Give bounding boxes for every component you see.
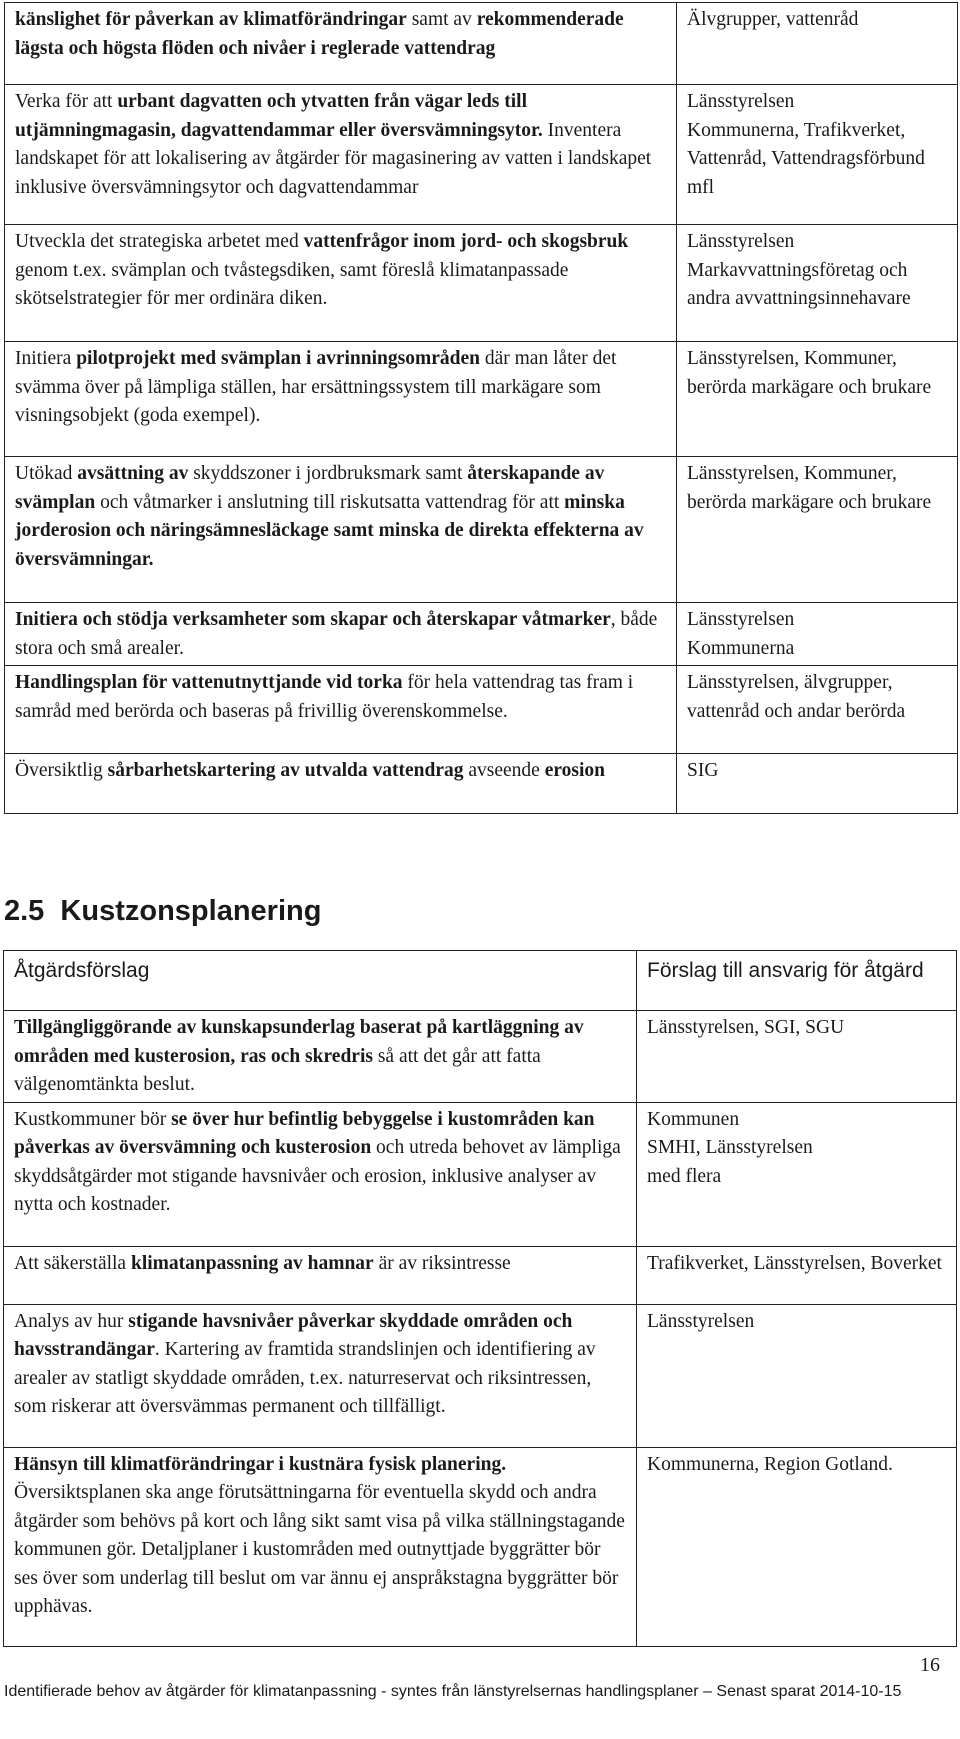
action-cell: Tillgängliggörande av kunskapsunderlag baserat på kartläggning av områden med kusterosion, ras och skredris så att det går att fatta välgenomtänkta beslut.: [4, 1011, 637, 1103]
responsible-cell: Kommunerna, Region Gotland.: [637, 1447, 957, 1646]
responsible-cell: Länsstyrelsen, SGI, SGU: [637, 1011, 957, 1103]
action-cell: Handlingsplan för vattenutnyttjande vid torka för hela vattendrag tas fram i samråd med berörda och baseras på frivillig överenskommelse.: [5, 666, 677, 754]
table-row: [5, 225, 958, 342]
table-row: [5, 754, 958, 814]
table-row: [4, 1304, 957, 1447]
table-header-row: [4, 951, 957, 1011]
responsible-cell: Länsstyrelsen Markavvattningsföretag och andra avvattningsinnehavare: [677, 225, 958, 342]
responsible-cell: Länsstyrelsen Kommunerna: [677, 603, 958, 666]
section-heading: 2.5 Kustzonsplanering: [4, 895, 322, 927]
action-cell: känslighet för påverkan av klimatförändringar samt av rekommenderade lägsta och högsta flöden och nivåer i reglerade vattendrag: [5, 3, 677, 85]
page-number: 16: [920, 1654, 940, 1676]
table-row: [5, 85, 958, 225]
action-cell: Utveckla det strategiska arbetet med vattenfrågor inom jord- och skogsbruk genom t.ex. svämplan och tvåstegsdiken, samt föreslå klimatanpassade skötselstrategier för mer ordinära diken.: [5, 225, 677, 342]
responsible-cell: Länsstyrelsen Kommunerna, Trafikverket, Vattenråd, Vattendragsförbund mfl: [677, 85, 958, 225]
responsible-cell: Trafikverket, Länsstyrelsen, Boverket: [637, 1246, 957, 1304]
table-row: [4, 1246, 957, 1304]
responsible-cell: Länsstyrelsen, älvgrupper, vattenråd och andar berörda: [677, 666, 958, 754]
responsible-cell: SIG: [677, 754, 958, 814]
column-header-responsible: Förslag till ansvarig för åtgärd: [637, 951, 957, 1011]
action-cell: Att säkerställa klimatanpassning av hamnar är av riksintresse: [4, 1246, 637, 1304]
action-cell: Översiktlig sårbarhetskartering av utvalda vattendrag avseende erosion: [5, 754, 677, 814]
action-cell: Analys av hur stigande havsnivåer påverkar skyddade områden och havsstrandängar. Kartering av framtida strandslinjen och identifiering av arealer av statligt skyddade områden, t.ex. naturreservat och riksintressen, som riskerar att översvämmas permanent och tillfälligt.: [4, 1304, 637, 1447]
action-cell: Hänsyn till klimatförändringar i kustnära fysisk planering. Översiktsplanen ska ange förutsättningarna för eventuella skydd och andra åtgärder som behövs på kort och lång sikt samt visa på vilka ställningstagande kommunen gör. Detaljplaner i kustområden med outnyttjade byggrätter bör ses över som underlag till beslut om var ännu ej anspråkstagna byggrätter bör upphävas.: [4, 1447, 637, 1646]
table-row: [4, 1011, 957, 1103]
table-row: [5, 3, 958, 85]
action-cell: Verka för att urbant dagvatten och ytvatten från vägar leds till utjämningmagasin, dagvattendammar eller översvämningsytor. Inventera landskapet för att lokalisering av åtgärder för magasinering av vatten i landskapet inklusive översvämningsytor och dagvattendammar: [5, 85, 677, 225]
table-row: [4, 1102, 957, 1246]
action-cell: Utökad avsättning av skyddszoner i jordbruksmark samt återskapande av svämplan och våtmarker i anslutning till riskutsatta vattendrag för att minska jorderosion och näringsämnesläckage samt minska de direkta effekterna av översvämningar.: [5, 457, 677, 603]
responsible-cell: Länsstyrelsen, Kommuner, berörda markägare och brukare: [677, 342, 958, 457]
table-row: [5, 342, 958, 457]
responsible-cell: Älvgrupper, vattenråd: [677, 3, 958, 85]
actions-table-coast: [3, 950, 957, 1647]
actions-table-water: [4, 2, 958, 814]
page-footer: Identifierade behov av åtgärder för klimatanpassning - syntes från länstyrelsernas handlingsplaner – Senast sparat 2014-10-15: [4, 1683, 902, 1700]
action-cell: Initiera pilotprojekt med svämplan i avrinningsområden där man låter det svämma över på lämpliga ställen, har ersättningssystem till markägare som visningsobjekt (goda exempel).: [5, 342, 677, 457]
action-cell: Kustkommuner bör se över hur befintlig bebyggelse i kustområden kan påverkas av översvämning och kusterosion och utreda behovet av lämpliga skyddsåtgärder mot stigande havsnivåer och erosion, inklusive analyser av nytta och kostnader.: [4, 1102, 637, 1246]
responsible-cell: Kommunen SMHI, Länsstyrelsen med flera: [637, 1102, 957, 1246]
responsible-cell: Länsstyrelsen, Kommuner, berörda markägare och brukare: [677, 457, 958, 603]
table-row: [4, 1447, 957, 1646]
action-cell: Initiera och stödja verksamheter som skapar och återskapar våtmarker, både stora och små arealer.: [5, 603, 677, 666]
table-row: [5, 666, 958, 754]
column-header-action: Åtgärdsförslag: [4, 951, 637, 1011]
table-row: [5, 457, 958, 603]
responsible-cell: Länsstyrelsen: [637, 1304, 957, 1447]
table-row: [5, 603, 958, 666]
